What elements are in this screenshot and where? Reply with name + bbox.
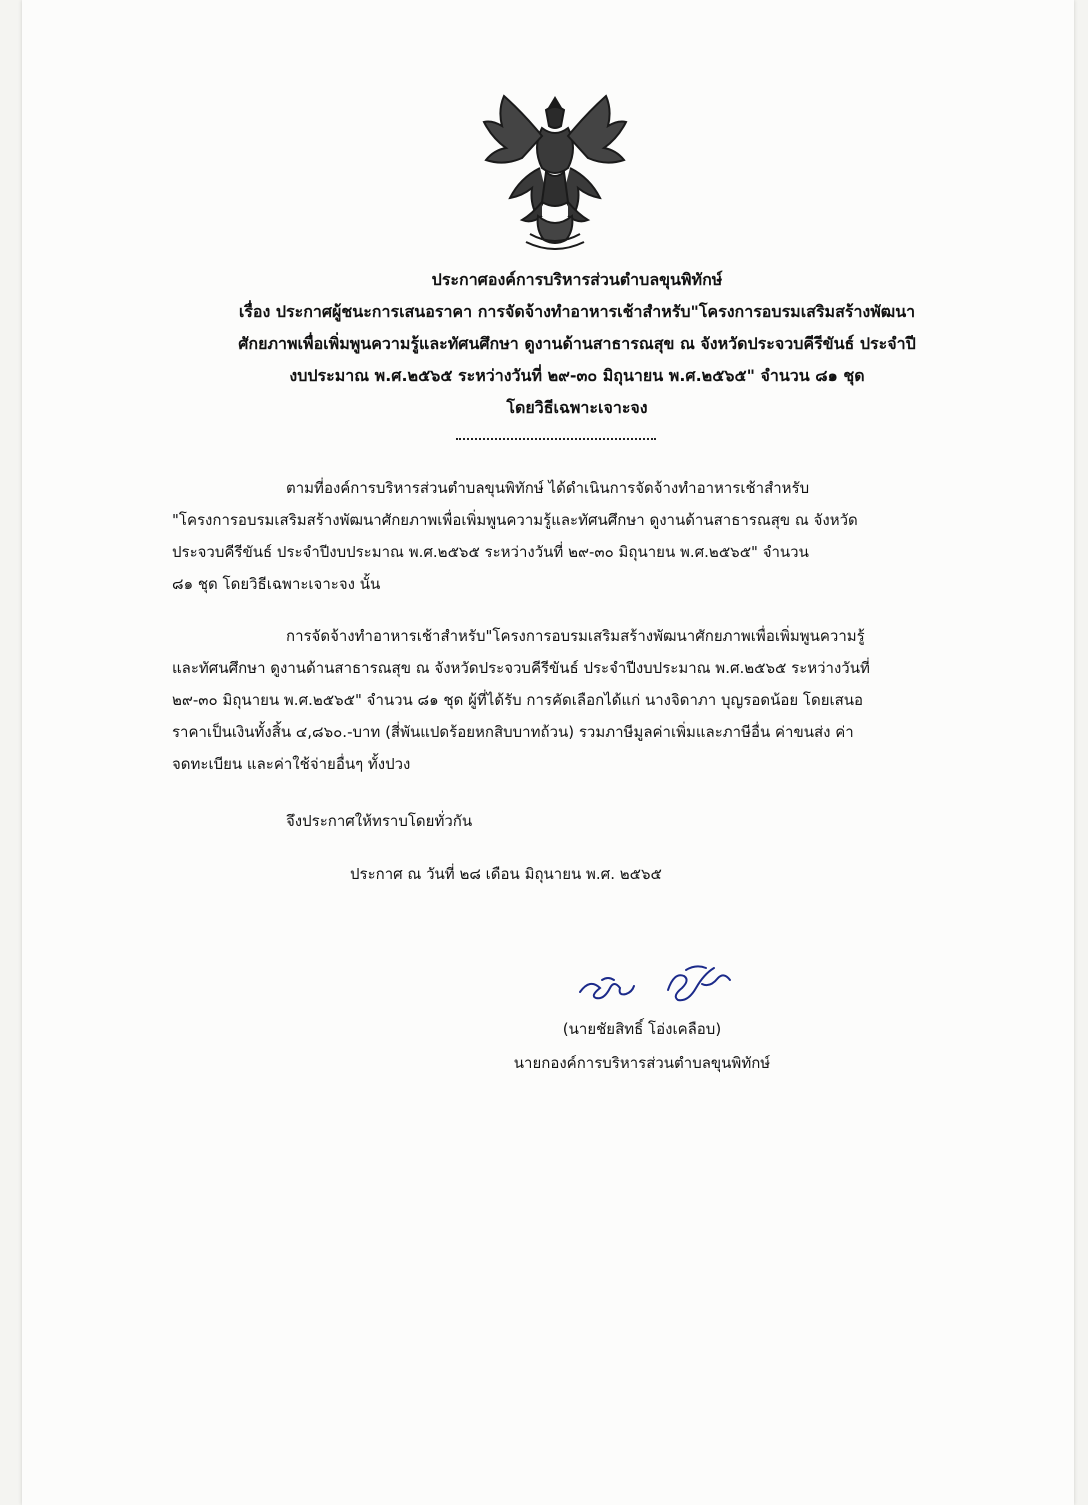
signatory-name: (นายชัยสิทธิ์ โอ่งเคลือบ) [562, 1020, 722, 1038]
date-line [350, 858, 1088, 890]
paragraph-line: ๒๙-๓๐ มิถุนายน พ.ศ.๒๕๖๕" จำนวน ๘๑ ชุด ผู้ที่ได้รับ การคัดเลือกได้แก่ นางจิดาภา บุญรอดน้อย โดยเสนอ [172, 691, 864, 709]
announcement-date: ประกาศ ณ วันที่ ๒๘ เดือน มิถุนายน พ.ศ. ๒๕๖๕ [350, 865, 662, 883]
paragraph-line: จดทะเบียน และค่าใช้จ่ายอื่นๆ ทั้งปวง [172, 755, 411, 773]
garuda-emblem-icon [480, 84, 630, 250]
closing-line: จึงประกาศให้ทราบโดยทั่วกัน [286, 812, 473, 830]
handwritten-signature [574, 962, 744, 1008]
subject-line: ศักยภาพเพื่อเพิ่มพูนความรู้และทัศนศึกษา ดูงานด้านสาธารณสุข ณ จังหวัดประจวบคีรีขันธ์ ประจำปี [238, 334, 916, 353]
paragraph-line: และทัศนศึกษา ดูงานด้านสาธารณสุข ณ จังหวัดประจวบคีรีขันธ์ ประจำปีงบประมาณ พ.ศ.๒๕๖๕ ระหว่างวันที่ [172, 659, 870, 677]
paragraph-line: ประจวบคีรีขันธ์ ประจำปีงบประมาณ พ.ศ.๒๕๖๕ ระหว่างวันที่ ๒๙-๓๐ มิถุนายน พ.ศ.๒๕๖๕" จำนวน [172, 543, 809, 561]
paragraph-award [172, 620, 952, 780]
paragraph-intro [172, 472, 952, 600]
signatory-block [402, 1012, 882, 1080]
paragraph-line: ๘๑ ชุด โดยวิธีเฉพาะเจาะจง นั้น [172, 575, 381, 593]
announcement-heading [152, 264, 1002, 424]
paragraph-line: ราคาเป็นเงินทั้งสิ้น ๔,๘๖๐.-บาท (สี่พันแปดร้อยหกสิบบาทถ้วน) รวมภาษีมูลค่าเพิ่มและภาษีอื่น ค่าขนส่ง ค่า [172, 723, 854, 741]
announcement-title: ประกาศองค์การบริหารส่วนตำบลขุนพิทักษ์ [431, 270, 723, 289]
signatory-position: นายกองค์การบริหารส่วนตำบลขุนพิทักษ์ [513, 1054, 771, 1072]
dotted-separator [456, 438, 656, 440]
paragraph-line: การจัดจ้างทำอาหารเช้าสำหรับ"โครงการอบรมเสริมสร้างพัฒนาศักยภาพเพื่อเพิ่มพูนความรู้ [286, 627, 865, 645]
paragraph-line: ตามที่องค์การบริหารส่วนตำบลขุนพิทักษ์ ได้ดำเนินการจัดจ้างทำอาหารเช้าสำหรับ [286, 479, 810, 497]
closing-statement [172, 805, 952, 837]
announcement-page [22, 0, 1074, 1505]
subject-line: เรื่อง ประกาศผู้ชนะการเสนอราคา การจัดจ้างทำอาหารเช้าสำหรับ"โครงการอบรมเสริมสร้างพัฒนา [238, 302, 916, 321]
paragraph-line: "โครงการอบรมเสริมสร้างพัฒนาศักยภาพเพื่อเพิ่มพูนความรู้และทัศนศึกษา ดูงานด้านสาธารณสุข ณ จังหวัด [172, 511, 858, 529]
subject-line: งบประมาณ พ.ศ.๒๕๖๕ ระหว่างวันที่ ๒๙-๓๐ มิถุนายน พ.ศ.๒๕๖๕" จำนวน ๘๑ ชุด [289, 366, 865, 385]
subject-line: โดยวิธีเฉพาะเจาะจง [506, 398, 648, 417]
